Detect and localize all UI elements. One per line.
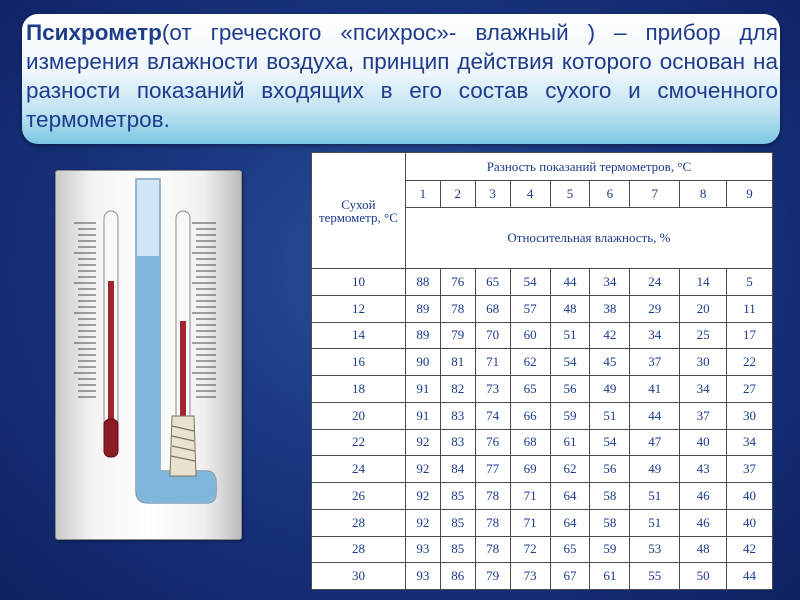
humidity-cell: 81: [440, 349, 475, 376]
humidity-cell: 76: [440, 269, 475, 296]
humidity-cell: 43: [680, 456, 727, 483]
humidity-cell: 49: [590, 376, 630, 403]
humidity-cell: 53: [630, 536, 680, 563]
humidity-cell: 34: [590, 269, 630, 296]
humidity-cell: 64: [550, 509, 590, 536]
humidity-cell: 92: [405, 456, 440, 483]
difference-column-header: 9: [727, 181, 773, 208]
table-row: [312, 429, 773, 456]
humidity-cell: 56: [550, 376, 590, 403]
humidity-cell: 46: [680, 483, 727, 510]
dry-temperature-cell: 22: [312, 429, 406, 456]
humidity-cell: 54: [590, 429, 630, 456]
humidity-cell: 79: [440, 322, 475, 349]
humidity-table-panel: [311, 152, 773, 589]
humidity-cell: 77: [475, 456, 510, 483]
humidity-header: Относительная влажность, %: [405, 208, 772, 269]
humidity-cell: 41: [630, 376, 680, 403]
table-row: [312, 295, 773, 322]
table-row: [312, 536, 773, 563]
humidity-cell: 83: [440, 429, 475, 456]
humidity-cell: 56: [590, 456, 630, 483]
banner-term: Психрометр: [26, 20, 162, 45]
humidity-cell: 29: [630, 295, 680, 322]
humidity-cell: 51: [630, 509, 680, 536]
humidity-cell: 78: [475, 536, 510, 563]
humidity-cell: 73: [510, 563, 550, 590]
humidity-cell: 86: [440, 563, 475, 590]
humidity-cell: 61: [590, 563, 630, 590]
difference-column-header: 5: [550, 181, 590, 208]
difference-header: Разность показаний термометров, °С: [405, 153, 772, 181]
humidity-cell: 73: [475, 376, 510, 403]
humidity-cell: 48: [550, 295, 590, 322]
humidity-cell: 24: [630, 269, 680, 296]
humidity-cell: 89: [405, 295, 440, 322]
humidity-cell: 66: [510, 402, 550, 429]
humidity-cell: 45: [590, 349, 630, 376]
table-row: [312, 402, 773, 429]
dry-temperature-cell: 28: [312, 509, 406, 536]
humidity-cell: 57: [510, 295, 550, 322]
dry-temperature-cell: 10: [312, 269, 406, 296]
humidity-cell: 44: [727, 563, 773, 590]
humidity-cell: 85: [440, 483, 475, 510]
humidity-cell: 44: [550, 269, 590, 296]
difference-column-header: 6: [590, 181, 630, 208]
humidity-cell: 59: [590, 536, 630, 563]
humidity-cell: 20: [680, 295, 727, 322]
humidity-cell: 93: [405, 536, 440, 563]
humidity-cell: 50: [680, 563, 727, 590]
psychrometer-icon: [56, 171, 241, 539]
table-row: [312, 269, 773, 296]
humidity-cell: 92: [405, 509, 440, 536]
humidity-cell: 71: [475, 349, 510, 376]
humidity-cell: 58: [590, 509, 630, 536]
banner-text: [26, 18, 778, 134]
difference-column-header: 3: [475, 181, 510, 208]
humidity-cell: 54: [510, 269, 550, 296]
humidity-cell: 64: [550, 483, 590, 510]
humidity-cell: 58: [590, 483, 630, 510]
dry-temperature-cell: 18: [312, 376, 406, 403]
humidity-cell: 55: [630, 563, 680, 590]
humidity-cell: 65: [550, 536, 590, 563]
dry-temperature-cell: 12: [312, 295, 406, 322]
humidity-cell: 90: [405, 349, 440, 376]
humidity-cell: 34: [727, 429, 773, 456]
humidity-cell: 11: [727, 295, 773, 322]
humidity-cell: 93: [405, 563, 440, 590]
humidity-cell: 62: [550, 456, 590, 483]
humidity-cell: 27: [727, 376, 773, 403]
humidity-cell: 91: [405, 402, 440, 429]
humidity-cell: 92: [405, 483, 440, 510]
humidity-cell: 51: [630, 483, 680, 510]
humidity-cell: 65: [510, 376, 550, 403]
table-row: [312, 376, 773, 403]
table-row: [312, 509, 773, 536]
dry-temperature-cell: 20: [312, 402, 406, 429]
humidity-cell: 14: [680, 269, 727, 296]
humidity-cell: 40: [680, 429, 727, 456]
humidity-cell: 42: [590, 322, 630, 349]
humidity-cell: 42: [727, 536, 773, 563]
table-row: [312, 322, 773, 349]
humidity-cell: 71: [510, 509, 550, 536]
humidity-cell: 47: [630, 429, 680, 456]
table-row: [312, 563, 773, 590]
humidity-cell: 25: [680, 322, 727, 349]
humidity-cell: 40: [727, 483, 773, 510]
humidity-cell: 40: [727, 509, 773, 536]
humidity-cell: 89: [405, 322, 440, 349]
humidity-cell: 34: [630, 322, 680, 349]
humidity-cell: 92: [405, 429, 440, 456]
humidity-cell: 44: [630, 402, 680, 429]
humidity-cell: 62: [510, 349, 550, 376]
difference-column-header: 8: [680, 181, 727, 208]
humidity-cell: 78: [475, 509, 510, 536]
humidity-cell: 48: [680, 536, 727, 563]
table-row: [312, 483, 773, 510]
humidity-cell: 76: [475, 429, 510, 456]
humidity-cell: 85: [440, 509, 475, 536]
humidity-cell: 49: [630, 456, 680, 483]
difference-column-header: 1: [405, 181, 440, 208]
dry-temperature-cell: 16: [312, 349, 406, 376]
humidity-cell: 51: [550, 322, 590, 349]
humidity-cell: 65: [475, 269, 510, 296]
humidity-cell: 69: [510, 456, 550, 483]
psychrometric-table: [311, 152, 773, 590]
humidity-cell: 70: [475, 322, 510, 349]
humidity-cell: 83: [440, 402, 475, 429]
humidity-cell: 79: [475, 563, 510, 590]
dry-temperature-cell: 30: [312, 563, 406, 590]
humidity-cell: 37: [680, 402, 727, 429]
table-row: [312, 456, 773, 483]
humidity-cell: 72: [510, 536, 550, 563]
humidity-cell: 61: [550, 429, 590, 456]
humidity-cell: 82: [440, 376, 475, 403]
dry-temperature-cell: 28: [312, 536, 406, 563]
humidity-cell: 17: [727, 322, 773, 349]
humidity-cell: 78: [475, 483, 510, 510]
difference-column-header: 7: [630, 181, 680, 208]
banner-definition: (от греческого «психрос»- влажный ) – прибор для измерения влажности воздуха, принцип действия которого основан на разности показаний входящих в его состав сухого и смоченного термометров.: [26, 20, 778, 132]
humidity-cell: 68: [475, 295, 510, 322]
humidity-cell: 59: [550, 402, 590, 429]
humidity-cell: 34: [680, 376, 727, 403]
humidity-cell: 68: [510, 429, 550, 456]
humidity-cell: 54: [550, 349, 590, 376]
humidity-cell: 71: [510, 483, 550, 510]
humidity-cell: 67: [550, 563, 590, 590]
humidity-cell: 88: [405, 269, 440, 296]
dry-thermometer-header: Сухой термометр, °С: [312, 153, 406, 269]
humidity-cell: 37: [630, 349, 680, 376]
dry-temperature-cell: 14: [312, 322, 406, 349]
psychrometer-illustration: [55, 170, 242, 540]
dry-temperature-cell: 26: [312, 483, 406, 510]
humidity-cell: 37: [727, 456, 773, 483]
difference-column-header: 4: [510, 181, 550, 208]
humidity-cell: 30: [680, 349, 727, 376]
difference-column-header: 2: [440, 181, 475, 208]
humidity-cell: 51: [590, 402, 630, 429]
humidity-cell: 38: [590, 295, 630, 322]
humidity-cell: 30: [727, 402, 773, 429]
humidity-cell: 74: [475, 402, 510, 429]
humidity-cell: 84: [440, 456, 475, 483]
humidity-cell: 46: [680, 509, 727, 536]
dry-temperature-cell: 24: [312, 456, 406, 483]
humidity-cell: 60: [510, 322, 550, 349]
humidity-cell: 22: [727, 349, 773, 376]
table-row: [312, 349, 773, 376]
humidity-cell: 91: [405, 376, 440, 403]
humidity-cell: 85: [440, 536, 475, 563]
humidity-cell: 5: [727, 269, 773, 296]
humidity-cell: 78: [440, 295, 475, 322]
